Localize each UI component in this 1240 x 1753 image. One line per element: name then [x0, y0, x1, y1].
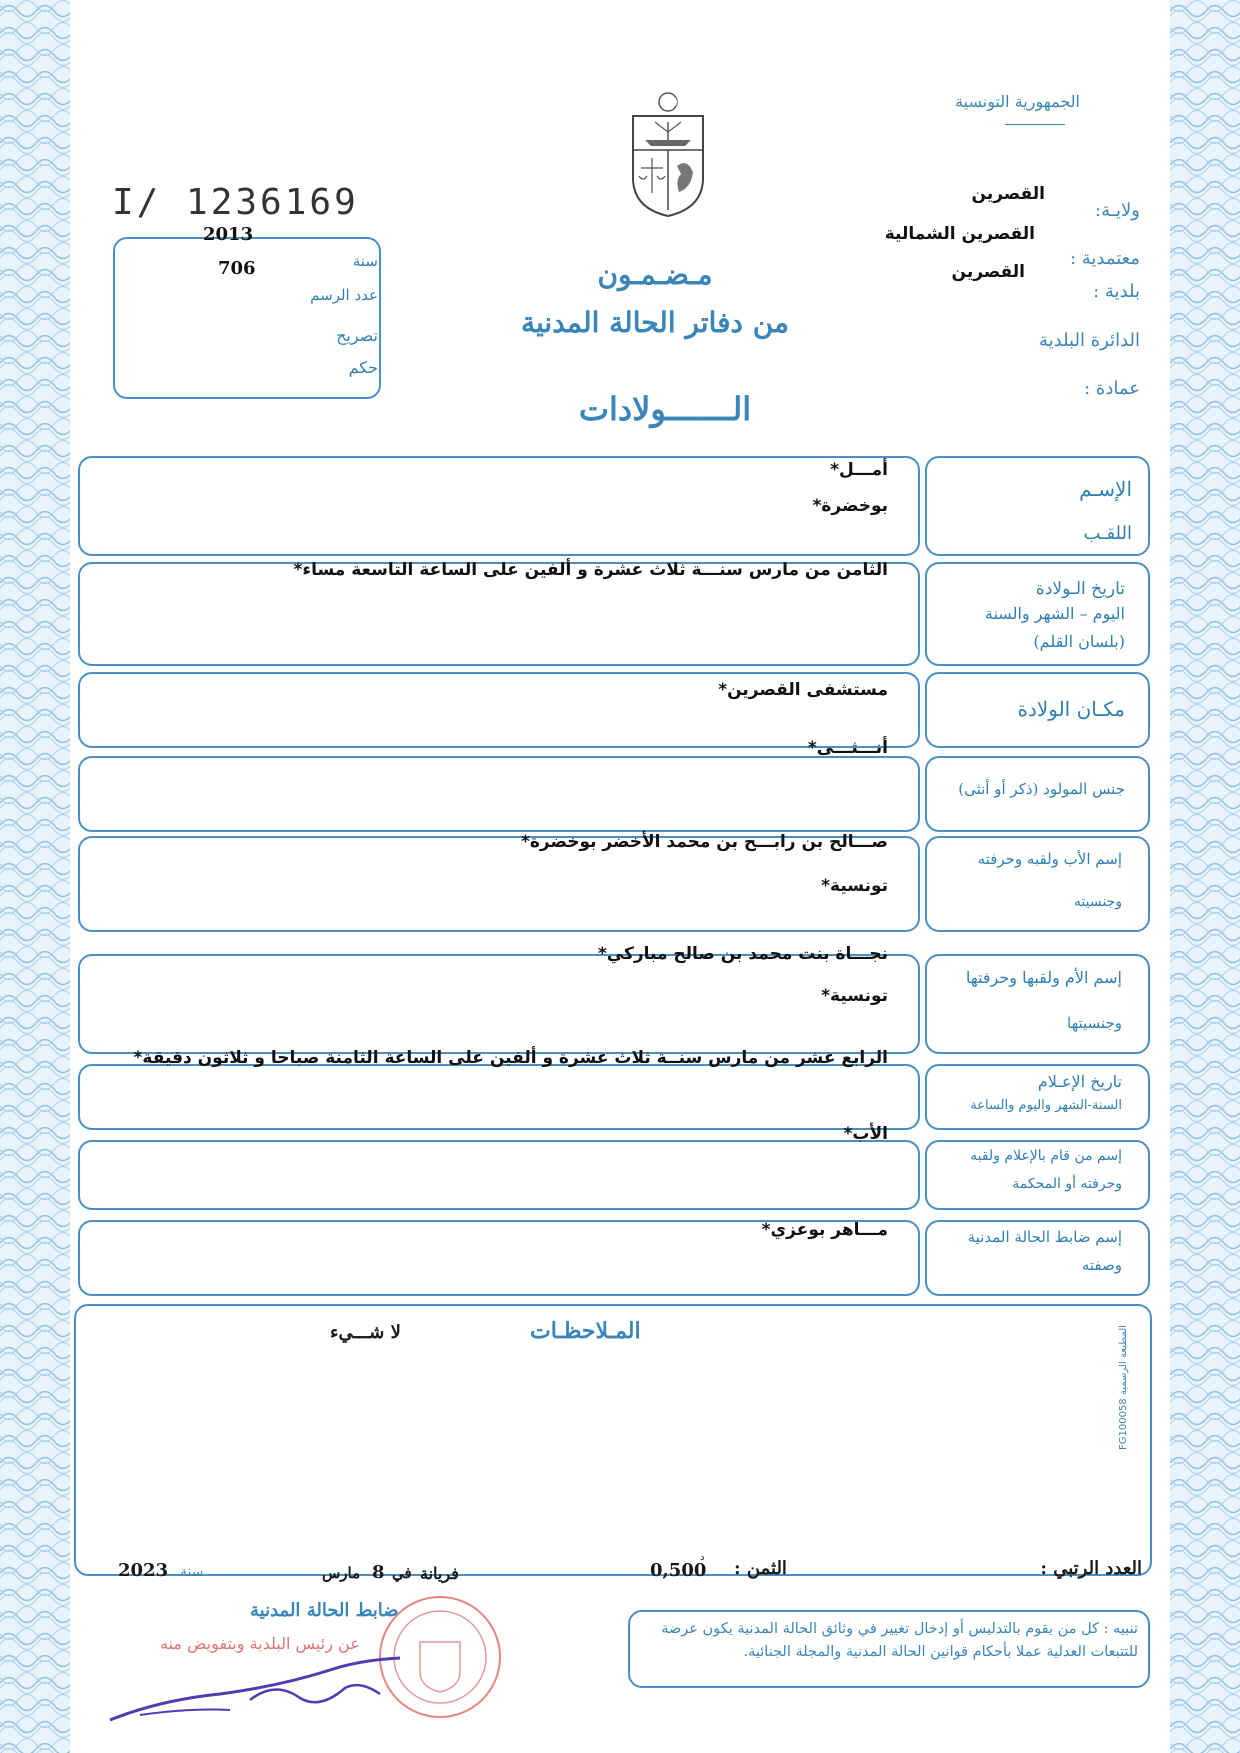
- municipality-value: القصرين: [951, 262, 1025, 282]
- title-line-3: الـــــــولادات: [578, 390, 752, 428]
- remarks-value: لا شـــيء: [330, 1322, 401, 1343]
- field-label-sex: جنس المولود (ذكر أو أنثى): [958, 780, 1125, 798]
- footer-year-label: سنة: [180, 1564, 204, 1580]
- field-label-name: الإسـم: [1079, 477, 1132, 501]
- act-number-value: 706: [218, 258, 256, 279]
- act-number-label: عدد الرسم: [310, 286, 378, 304]
- field-value-box-declaration-date: [78, 1064, 920, 1130]
- field-label-mother: إسم الأم ولقبها وحرفتها: [965, 968, 1122, 987]
- field-value-name: أمـــل*: [830, 460, 888, 480]
- footer-date-prefix: في: [392, 1564, 412, 1582]
- governorate-value: القصرين: [971, 184, 1045, 204]
- delegation-value: القصرين الشمالية: [884, 224, 1035, 244]
- delegation-label: معتمدية :: [1069, 248, 1140, 269]
- header-divider: [1005, 124, 1065, 125]
- field-value-box-sex: [78, 756, 920, 832]
- field-value-declaration-date: الرابع عشر من مارس سنــة ثلاث عشرة و ألفين على الساعة الثامنة صباحا و ثلاثون دقيقة*: [133, 1048, 888, 1068]
- field-label-birth-date-detail: اليوم – الشهر والسنة: [984, 604, 1125, 623]
- field-label-mother-nationality: وجنسيتها: [1067, 1014, 1122, 1032]
- field-label-officer: إسم ضابط الحالة المدنية: [967, 1228, 1122, 1246]
- field-label-birth-date: تاريخ الـولادة: [1035, 579, 1125, 599]
- field-label-declarant: إسم من قام بالإعلام ولقبه: [970, 1148, 1122, 1164]
- footer-price-value: 0,500: [650, 1560, 707, 1581]
- remarks-box: [74, 1304, 1152, 1576]
- title-line-1: مـضـمـون: [597, 258, 713, 291]
- field-label-declaration-date: تاريخ الإعـلام: [1037, 1072, 1122, 1091]
- footer-year-value: 2023: [118, 1560, 169, 1581]
- field-value-box-declarant: [78, 1140, 920, 1210]
- field-label-surname: اللقـب: [1083, 523, 1132, 544]
- remarks-label: المـلاحظـات: [530, 1318, 641, 1344]
- field-value-mother-nationality: تونسية*: [821, 986, 888, 1006]
- field-value-father-nationality: تونسية*: [821, 876, 888, 896]
- field-label-father-nationality: وجنسيته: [1073, 894, 1122, 910]
- footer-month: مارس: [322, 1564, 361, 1582]
- field-value-box-mother: [78, 954, 920, 1054]
- footer-serial-label: العدد الرتبي :: [1040, 1558, 1142, 1579]
- declaration-label: تصريح: [336, 326, 378, 345]
- governorate-label: ولايـة:: [1095, 200, 1140, 221]
- footer-officer-title: ضابط الحالة المدنية: [250, 1600, 399, 1621]
- judgment-label: حكم: [348, 358, 378, 377]
- left-decorative-border: [0, 0, 70, 1753]
- republic-name: الجمهورية التونسية: [955, 92, 1080, 111]
- footer-price-unit: د: [700, 1552, 705, 1563]
- field-value-birth-date: الثامن من مارس سنـــة ثلاث عشرة و ألفين على الساعة التاسعة مساء*: [293, 560, 888, 580]
- field-value-birth-place: مستشفى القصرين*: [718, 680, 888, 700]
- municipal-district-label: الدائرة البلدية: [1038, 330, 1140, 351]
- stamp-text: عن رئيس البلدية وبتفويض منه: [160, 1634, 360, 1653]
- sector-label: عمادة :: [1084, 378, 1140, 399]
- tunisia-coat-of-arms-icon: [625, 88, 711, 218]
- field-value-father: صـــالح بن رابـــح بن محمد الأخضر بوخضرة*: [520, 832, 888, 852]
- municipality-label: بلدية :: [1093, 281, 1140, 302]
- field-label-birth-date-words: (بلسان القلم): [1033, 632, 1125, 651]
- field-label-father: إسم الأب ولقبه وحرفته: [977, 850, 1122, 868]
- footer-day: 8: [372, 1562, 385, 1583]
- footer-place: فريانة: [420, 1564, 459, 1583]
- title-line-2: من دفاتر الحالة المدنية: [520, 306, 790, 339]
- footer-price-label: الثمن :: [734, 1558, 787, 1579]
- field-value-officer: مـــاهر بوعزي*: [761, 1220, 888, 1240]
- officer-signature-icon: [100, 1650, 420, 1730]
- field-value-mother: نجـــاة بنت محمد بن صالح مباركي*: [597, 944, 888, 964]
- printing-code: المطبعة الرسمية FG100058: [1118, 1325, 1129, 1450]
- field-value-declarant: الأب*: [843, 1124, 888, 1144]
- warning-text: تنبيه : كل من يقوم بالتدليس أو إدخال تغيير في وثائق الحالة المدنية يكون عرضة للتتبعات العدلية عملا بأحكام قوانين الحالة المدنية والمجلة الجنائية.: [661, 1621, 1138, 1661]
- field-label-officer-title: وصفته: [1081, 1256, 1122, 1274]
- field-label-declarant-detail: وحرفته أو المحكمة: [1012, 1176, 1122, 1192]
- registry-year-label: سنة: [352, 252, 378, 270]
- field-value-sex: أنـــثـــى*: [807, 738, 888, 758]
- registry-year-value: 2013: [203, 224, 254, 245]
- field-value-box-name: [78, 456, 920, 556]
- field-value-surname: بوخضرة*: [812, 496, 888, 516]
- right-decorative-border: [1170, 0, 1240, 1753]
- field-label-declaration-date-detail: السنة-الشهر واليوم والساعة: [970, 1098, 1122, 1113]
- field-label-birth-place: مكـان الولادة: [1017, 697, 1125, 721]
- serial-number: I/ 1236169: [112, 182, 359, 223]
